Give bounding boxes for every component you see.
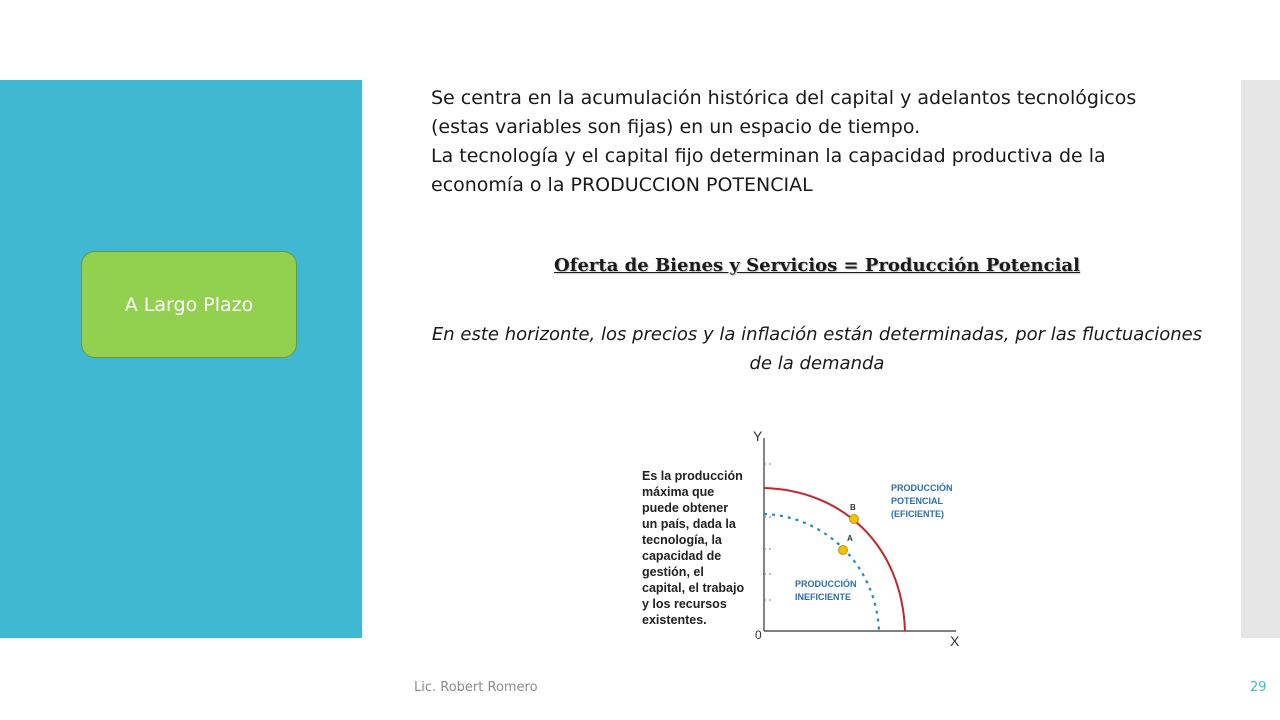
body-text <box>431 84 1171 200</box>
definition-line: un país, dada la <box>642 517 736 531</box>
definition-line: puede obtener <box>642 501 729 515</box>
potential-label-line: PRODUCCIÓN <box>891 483 953 493</box>
demand-note: En este horizonte, los precios y la inflación están determinadas, por las fluctuaciones de la demanda <box>431 324 1203 374</box>
potential-label-line: (EFICIENTE) <box>891 509 944 519</box>
definition-line: gestión, el <box>642 565 704 579</box>
paragraph-capital: Se centra en la acumulación histórica del capital y adelantos tecnológicos (estas variables son fijas) en un espacio de tiempo. <box>431 87 1137 138</box>
potential-label-line: POTENCIAL <box>891 496 943 506</box>
definition-line: capital, el trabajo <box>642 581 745 595</box>
time-horizon-text: A Largo Plazo <box>124 293 254 316</box>
definition-line: Es la producción <box>642 469 743 483</box>
definition-line: existentes. <box>642 613 707 627</box>
definition-line: capacidad de <box>642 549 722 563</box>
y-axis-label: Y <box>753 428 763 444</box>
inefficient-production-label <box>795 578 859 602</box>
x-axis-label: X <box>950 633 960 649</box>
definition-line: y los recursos <box>642 597 727 611</box>
right-gray-strip <box>1241 80 1280 638</box>
equation-heading: Oferta de Bienes y Servicios = Producción Potencial <box>554 255 1080 276</box>
inefficient-curve <box>764 514 879 631</box>
point-b-marker <box>850 515 859 524</box>
left-color-panel <box>0 80 362 638</box>
potential-frontier-curve <box>764 488 905 631</box>
ppf-figure <box>636 424 976 656</box>
ppf-diagram <box>636 424 976 656</box>
definition-line: máxima que <box>642 485 715 499</box>
point-b-label: B <box>850 503 856 512</box>
origin-label: 0 <box>755 628 762 642</box>
inefficient-label-line: INEFICIENTE <box>795 592 852 602</box>
point-a-marker <box>839 546 848 555</box>
inefficient-label-line: PRODUCCIÓN <box>795 579 857 589</box>
potential-production-label <box>891 482 955 519</box>
definition-line: tecnología, la <box>642 533 722 547</box>
point-a-label: A <box>847 534 853 543</box>
time-horizon-label <box>81 251 297 358</box>
ppf-definition <box>642 469 748 627</box>
page-number: 29 <box>1250 680 1267 695</box>
footer-author: Lic. Robert Romero <box>414 680 538 695</box>
paragraph-technology: La tecnología y el capital fijo determinan la capacidad productiva de la economía o la PRODUCCION POTENCIAL <box>431 145 1106 196</box>
y-axis-ticks <box>764 464 774 600</box>
